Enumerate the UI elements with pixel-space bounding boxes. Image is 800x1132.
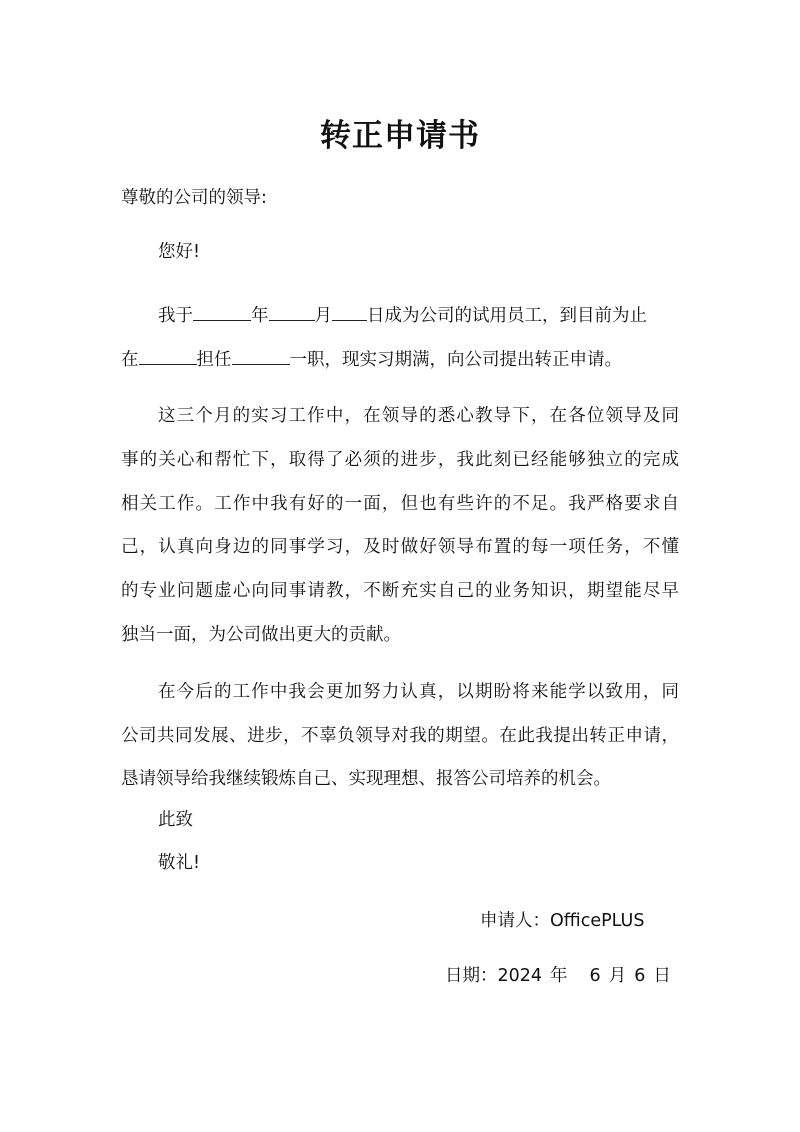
para1-text: 月 <box>314 306 332 326</box>
para2-line-4: 己，认真向身边的同事学习，及时做好领导布置的每一项任务，不懂 <box>121 537 679 557</box>
para1-text: 担任 <box>196 350 232 370</box>
date-month: 6 <box>589 966 601 986</box>
para1-text: 年 <box>251 306 269 326</box>
date-day-unit: 日 <box>653 966 671 986</box>
para2-line-5: 的专业问题虚心向同事请教，不断充实自己的业务知识，期望能尽早 <box>121 581 679 601</box>
date-day: 6 <box>634 966 646 986</box>
para3-line-1: 在今后的工作中我会更加努力认真，以期盼将来能学以致用，同 <box>158 682 679 702</box>
para2-line-3: 相关工作。工作中我有好的一面，但也有些许的不足。我严格要求自 <box>121 494 679 514</box>
para3-line-2: 公司共同发展、进步，不辜负领导对我的期望。在此我提出转正申请， <box>121 726 679 746</box>
applicant-line <box>480 909 644 933</box>
date-label: 日期： <box>445 966 498 986</box>
para1-text: 一职，现实习期满，向公司提出转正申请。 <box>289 350 622 370</box>
year-blank <box>193 301 251 321</box>
para1-text: 我于 <box>158 306 193 326</box>
applicant-label: 申请人： <box>480 911 550 931</box>
salutation: 尊敬的公司的领导: <box>121 188 267 208</box>
para2-line-6: 独当一面，为公司做出更大的贡献。 <box>121 625 401 645</box>
para1-text: 日成为公司的试用员工，到目前为止 <box>367 306 647 326</box>
date-line <box>445 964 671 988</box>
date-year-unit: 年 <box>550 966 568 986</box>
date-month-unit: 月 <box>608 966 627 986</box>
para1-line-2 <box>121 345 622 372</box>
department-blank <box>139 345 197 365</box>
applicant-name: OfficePLUS <box>550 911 645 931</box>
document-title: 转正申请书 <box>320 118 480 154</box>
para1-line-1 <box>158 301 647 328</box>
greeting: 您好! <box>158 242 201 262</box>
para1-text: 在 <box>121 350 139 370</box>
closing-1: 此致 <box>158 810 193 830</box>
closing-2: 敬礼! <box>158 853 201 873</box>
position-blank <box>232 345 290 365</box>
para2-line-2: 事的关心和帮忙下，取得了必须的进步，我此刻已经能够独立的完成 <box>121 450 679 470</box>
month-blank <box>269 301 315 321</box>
para3-line-3: 恳请领导给我继续锻炼自己、实现理想、报答公司培养的机会。 <box>121 769 611 789</box>
date-year: 2024 <box>497 966 543 986</box>
day-blank <box>332 301 367 321</box>
para2-line-1: 这三个月的实习工作中，在领导的悉心教导下，在各位领导及同 <box>158 406 679 426</box>
